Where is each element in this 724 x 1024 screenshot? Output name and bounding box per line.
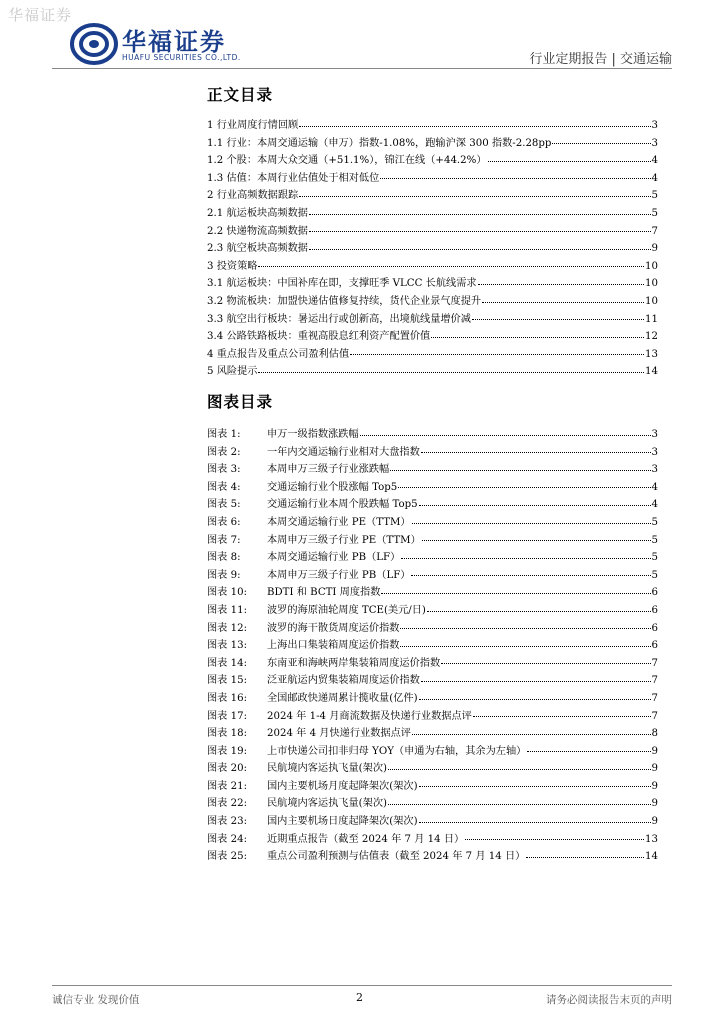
figure-title: 重点公司盈利预测与估值表（截至 2024 年 7 月 14 日） [267, 851, 526, 863]
figure-title: 波罗的海原油轮周度 TCE(美元/日) [267, 604, 426, 616]
figure-toc-entry[interactable] [207, 567, 658, 585]
entry-label: 3.3 航空出行板块：暑运出行或创新高，出境航线量增价减 [207, 313, 471, 325]
entry-page-number: 3 [651, 137, 658, 149]
figure-number: 图表 12: [207, 622, 248, 634]
entry-page-number: 3 [651, 464, 658, 476]
dot-leader [419, 504, 651, 506]
dot-leader [400, 627, 650, 629]
watermark: 华福证券 [8, 6, 73, 24]
figure-toc-entry[interactable] [207, 426, 658, 444]
dot-leader [390, 469, 650, 471]
entry-label [207, 532, 421, 550]
figure-title: 国内主要机场月度起降架次(架次) [267, 780, 418, 792]
figure-title: 国内主要机场日度起降架次(架次) [267, 816, 418, 828]
dot-leader [526, 856, 644, 858]
figure-title: BDTI 和 BCTI 周度指数 [267, 587, 381, 599]
figure-number: 图表 5: [207, 499, 241, 511]
entry-page-number: 6 [651, 604, 658, 616]
entry-page-number: 10 [645, 278, 658, 290]
dot-leader [299, 125, 650, 127]
dot-leader [412, 733, 651, 735]
entry-label [207, 496, 418, 514]
toc-entry[interactable] [207, 311, 658, 329]
dot-leader [411, 574, 650, 576]
figure-title: 本周申万三级子行业涨跌幅 [267, 464, 390, 476]
dot-leader [401, 557, 650, 559]
entry-label: 4 重点报告及重点公司盈利估值 [207, 348, 350, 360]
entry-label [207, 795, 387, 813]
entry-label [207, 848, 525, 866]
figure-title: 本周交通运输行业 PB（LF） [267, 552, 401, 564]
entry-page-number: 3 [651, 120, 658, 131]
entry-label: 3.2 物流板块：加盟快递估值修复持续，货代企业景气度提升 [207, 295, 482, 307]
figure-toc-entry[interactable] [207, 848, 658, 866]
entry-page-number: 7 [651, 675, 658, 687]
figure-number: 图表 25: [207, 851, 248, 863]
dot-leader [427, 610, 651, 612]
entry-label [207, 672, 420, 690]
entry-page-number: 4 [651, 155, 658, 167]
entry-label [207, 637, 399, 655]
entry-label [207, 584, 380, 602]
figure-title: 上海出口集装箱周度运价指数 [267, 640, 400, 652]
figure-title: 全国邮政快递周累计揽收量(亿件) [267, 692, 418, 704]
entry-page-number: 9 [651, 798, 658, 810]
figure-title: 一年内交通运输行业相对大盘指数 [267, 446, 420, 458]
figure-toc-entry[interactable] [207, 479, 658, 497]
logo-emblem-icon [70, 22, 118, 66]
page-number: 2 [356, 991, 363, 1004]
dot-leader [431, 336, 644, 338]
footer-slogan: 诚信专业 发现价值 [52, 994, 140, 1006]
toc-title: 正文目录 [207, 86, 274, 104]
dot-leader [412, 522, 651, 524]
figure-toc-entry[interactable] [207, 496, 658, 514]
logo-chinese-name: 华福证券 [122, 28, 226, 56]
toc-entry[interactable] [207, 328, 658, 346]
entry-label [207, 778, 418, 796]
entry-page-number: 8 [651, 728, 658, 740]
figure-number: 图表 10: [207, 587, 248, 599]
entry-label: 5 风险提示 [207, 366, 258, 378]
toc-entry[interactable] [207, 135, 658, 153]
dot-leader [258, 265, 644, 267]
figure-number: 图表 15: [207, 675, 248, 687]
entry-label [207, 655, 440, 673]
figure-title: 本周交通运输行业 PE（TTM） [267, 516, 411, 528]
entry-page-number: 7 [651, 225, 658, 237]
figure-number: 图表 8: [207, 552, 241, 564]
figure-toc-entry[interactable] [207, 672, 658, 690]
figure-title: 上市快递公司扣非归母 YOY（申通为右轴，其余为左轴） [267, 745, 527, 757]
entry-label [207, 567, 410, 585]
figure-number: 图表 20: [207, 763, 248, 775]
entry-label [207, 620, 399, 638]
entry-page-number: 4 [651, 499, 658, 511]
figure-title: 申万一级指数涨跌幅 [267, 429, 359, 440]
figure-number: 图表 7: [207, 534, 241, 546]
entry-page-number: 7 [651, 692, 658, 704]
entry-page-number: 5 [651, 534, 658, 546]
figure-title: 近期重点报告（截至 2024 年 7 月 14 日） [267, 833, 465, 845]
entry-page-number: 5 [651, 207, 658, 219]
toc-entry[interactable] [207, 275, 658, 293]
dot-leader [421, 680, 651, 682]
dot-leader [380, 177, 650, 179]
entry-label [207, 760, 387, 778]
dot-leader [299, 195, 650, 197]
entry-page-number: 9 [651, 243, 658, 255]
figure-number: 图表 4: [207, 481, 241, 493]
dot-leader [478, 283, 644, 285]
figure-toc-entry[interactable] [207, 620, 658, 638]
figure-toc-entry[interactable] [207, 532, 658, 550]
entry-page-number: 11 [645, 313, 658, 325]
entry-page-number: 12 [645, 331, 658, 343]
entry-label: 1.1 行业：本周交通运输（申万）指数-1.08%，跑输沪深 300 指数-2.28pp [207, 137, 552, 149]
dot-leader [381, 592, 650, 594]
dot-leader [527, 750, 650, 752]
figure-number: 图表 18: [207, 728, 248, 740]
toc-entry[interactable] [207, 240, 658, 258]
entry-label [207, 549, 400, 567]
dot-leader [488, 160, 651, 162]
figure-title: 东南亚和海峡两岸集装箱周度运价指数 [267, 657, 441, 669]
figure-toc-entry[interactable] [207, 778, 658, 796]
toc-entry[interactable] [207, 117, 658, 135]
entry-page-number: 14 [645, 851, 658, 863]
entry-label: 1 行业周度行情回顾 [207, 120, 299, 131]
logo-english-name: HUAFU SECURITIES CO.,LTD. [122, 53, 241, 62]
entry-label: 2 行业高频数据跟踪 [207, 190, 299, 202]
figure-toc-entry[interactable] [207, 584, 658, 602]
entry-page-number: 13 [645, 833, 658, 845]
entry-label [207, 725, 411, 743]
figure-toc-entry[interactable] [207, 743, 658, 761]
dot-leader [388, 768, 651, 770]
footer-disclaimer: 请务必阅读报告末页的声明 [546, 994, 672, 1006]
entry-page-number: 9 [651, 780, 658, 792]
entry-page-number: 3 [651, 446, 658, 458]
entry-label: 3.4 公路铁路板块：重视高股息红利资产配置价值 [207, 331, 431, 343]
entry-page-number: 4 [651, 481, 658, 493]
figure-number: 图表 23: [207, 816, 248, 828]
dot-leader [360, 434, 651, 436]
entry-page-number: 9 [651, 763, 658, 775]
dot-leader [465, 838, 644, 840]
entry-page-number: 13 [645, 348, 658, 360]
entry-page-number: 5 [651, 516, 658, 528]
toc-entry[interactable] [207, 293, 658, 311]
entry-label: 2.3 航空板块高频数据 [207, 243, 308, 255]
dot-leader [350, 353, 644, 355]
dot-leader [472, 318, 644, 320]
entry-label [207, 743, 526, 761]
figure-number: 图表 14: [207, 657, 248, 669]
entry-label [207, 514, 411, 532]
entry-page-number: 4 [651, 172, 658, 184]
figure-toc-entry[interactable] [207, 708, 658, 726]
figures-toc-title: 图表目录 [207, 393, 274, 411]
entry-page-number: 7 [651, 710, 658, 722]
figure-toc-entry[interactable] [207, 461, 658, 479]
entry-page-number: 9 [651, 745, 658, 757]
report-category: 行业定期报告 | 交通运输 [529, 52, 672, 67]
figure-number: 图表 13: [207, 640, 248, 652]
toc-entry[interactable] [207, 258, 658, 276]
figure-toc-entry[interactable] [207, 637, 658, 655]
entry-label: 1.3 估值：本周行业估值处于相对低位 [207, 172, 380, 184]
entry-label [207, 708, 472, 726]
figure-toc-entry[interactable] [207, 760, 658, 778]
entry-label [207, 813, 418, 831]
figure-title: 本周申万三级子行业 PB（LF） [267, 569, 411, 581]
footer-divider [52, 985, 672, 986]
entry-page-number: 5 [651, 552, 658, 564]
figure-toc-entry[interactable] [207, 813, 658, 831]
entry-label [207, 479, 397, 497]
figures-toc-list [207, 426, 658, 866]
dot-leader [419, 698, 651, 700]
dot-leader [552, 142, 650, 144]
entry-label [207, 426, 359, 444]
toc-entry[interactable] [207, 363, 658, 381]
figure-toc-entry[interactable] [207, 602, 658, 620]
entry-page-number: 3 [651, 429, 658, 440]
entry-page-number: 6 [651, 587, 658, 599]
figure-number: 图表 11: [207, 604, 248, 616]
entry-label [207, 602, 426, 620]
figure-number: 图表 19: [207, 745, 248, 757]
dot-leader [398, 486, 650, 488]
figure-number: 图表 24: [207, 833, 248, 845]
figure-title: 2024 年 1-4 月商流数据及快递行业数据点评 [267, 710, 472, 722]
entry-page-number: 6 [651, 622, 658, 634]
dot-leader [482, 301, 644, 303]
figure-number: 图表 6: [207, 516, 241, 528]
figure-title: 泛亚航运内贸集装箱周度运价指数 [267, 675, 420, 687]
figure-number: 图表 16: [207, 692, 248, 704]
dot-leader [309, 230, 651, 232]
dot-leader [309, 248, 651, 250]
dot-leader [421, 451, 651, 453]
entry-page-number: 6 [651, 640, 658, 652]
entry-label: 2.1 航运板块高频数据 [207, 207, 308, 219]
figure-toc-entry[interactable] [207, 549, 658, 567]
entry-label: 3 投资策略 [207, 260, 258, 272]
entry-label: 1.2 个股：本周大众交通（+51.1%），锦江在线（+44.2%） [207, 155, 487, 167]
figure-title: 波罗的海干散货周度运价指数 [267, 622, 400, 634]
entry-page-number: 9 [651, 816, 658, 828]
figure-title: 交通运输行业个股涨幅 Top5 [267, 481, 398, 493]
figure-number: 图表 17: [207, 710, 248, 722]
entry-label [207, 444, 420, 462]
entry-label: 2.2 快递物流高频数据 [207, 225, 308, 237]
figure-toc-entry[interactable] [207, 795, 658, 813]
entry-page-number: 14 [645, 366, 658, 378]
figure-toc-entry[interactable] [207, 725, 658, 743]
dot-leader [388, 803, 651, 805]
figure-number: 图表 3: [207, 464, 241, 476]
figure-number: 图表 1: [207, 429, 241, 440]
figure-title: 民航境内客运执飞量(架次) [267, 763, 388, 775]
entry-page-number: 10 [645, 260, 658, 272]
entry-page-number: 5 [651, 569, 658, 581]
header-divider [52, 68, 672, 69]
entry-label [207, 461, 389, 479]
toc-list [207, 117, 658, 381]
figure-number: 图表 22: [207, 798, 248, 810]
figure-title: 2024 年 4 月快递行业数据点评 [267, 728, 411, 740]
entry-label: 3.1 航运板块：中国补库在即，支撑旺季 VLCC 长航线需求 [207, 278, 477, 290]
entry-page-number: 5 [651, 190, 658, 202]
figure-toc-entry[interactable] [207, 514, 658, 532]
toc-entry[interactable] [207, 152, 658, 170]
dot-leader [419, 785, 651, 787]
dot-leader [419, 821, 651, 823]
dot-leader [441, 662, 650, 664]
entry-label [207, 831, 464, 849]
dot-leader [258, 371, 644, 373]
figure-toc-entry[interactable] [207, 690, 658, 708]
toc-entry[interactable] [207, 170, 658, 188]
figure-title: 交通运输行业本周个股跌幅 Top5 [267, 499, 418, 511]
toc-entry[interactable] [207, 223, 658, 241]
figure-toc-entry[interactable] [207, 655, 658, 673]
entry-page-number: 7 [651, 657, 658, 669]
toc-entry[interactable] [207, 205, 658, 223]
toc-entry[interactable] [207, 187, 658, 205]
dot-leader [309, 213, 651, 215]
entry-label [207, 690, 418, 708]
figure-toc-entry[interactable] [207, 444, 658, 462]
figure-title: 民航境内客运执飞量(架次) [267, 798, 388, 810]
figure-title: 本周申万三级子行业 PE（TTM） [267, 534, 421, 546]
dot-leader [422, 539, 651, 541]
company-logo [70, 20, 270, 70]
dot-leader [400, 645, 650, 647]
entry-page-number: 10 [645, 295, 658, 307]
dot-leader [473, 715, 651, 717]
toc-entry[interactable] [207, 346, 658, 364]
figure-number: 图表 9: [207, 569, 241, 581]
figure-number: 图表 2: [207, 446, 241, 458]
figure-number: 图表 21: [207, 780, 248, 792]
figure-toc-entry[interactable] [207, 831, 658, 849]
